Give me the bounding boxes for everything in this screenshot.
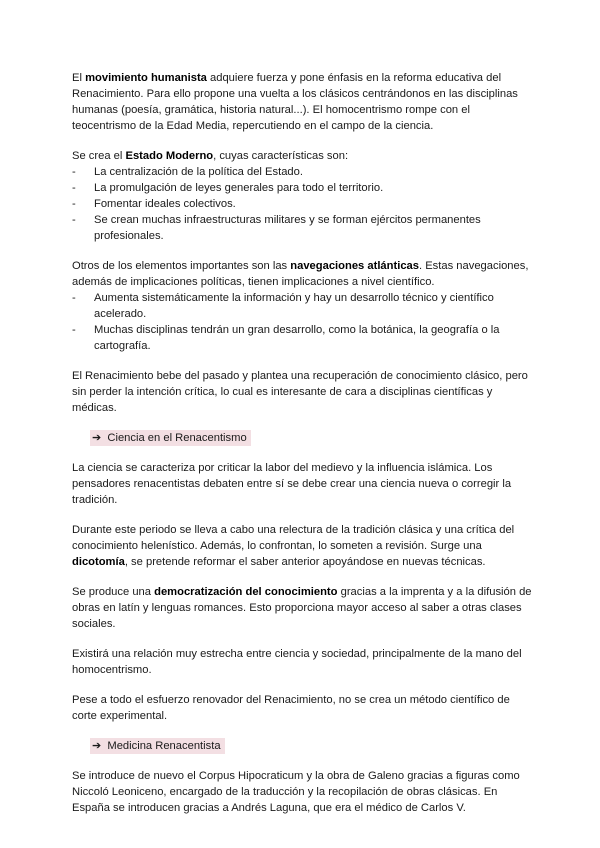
list-item: - La centralización de la política del Estado.: [72, 164, 532, 180]
bold-term: navegaciones atlánticas: [290, 260, 419, 272]
paragraph-metodo: Pese a todo el esfuerzo renovador del Renacimiento, no se crea un método científico de corte experimental.: [72, 694, 510, 722]
bold-term: movimiento humanista: [85, 72, 207, 84]
list-estado-moderno: [72, 164, 532, 244]
text: Durante este periodo se lleva a cabo una relectura de la tradición clásica y una crítica del conocimiento helenístico. Además, lo confrontan, lo someten a revisión. Surge una: [72, 524, 515, 552]
section-heading-ciencia: [90, 430, 532, 446]
paragraph-medicina: Se introduce de nuevo el Corpus Hipocraticum y la obra de Galeno gracias a figuras como Niccoló Leoniceno, encargado de la traducción y la recopilación de obras clásicas. En España se introducen gracias a Andrés Laguna, que era el médico de Carlos V.: [72, 770, 520, 814]
list-navegaciones: [72, 290, 532, 354]
text: , cuyas características son:: [213, 150, 349, 162]
list-item: - Se crean muchas infraestructuras militares y se forman ejércitos permanentes profesionales.: [72, 212, 532, 244]
text: Se produce una: [72, 586, 155, 598]
heading-highlight: [90, 738, 225, 754]
text: . Estas navegaciones, además de implicaciones políticas, tienen implicaciones a nivel científico.: [72, 260, 529, 288]
paragraph-navegaciones: [72, 258, 532, 290]
text: adquiere fuerza y pone énfasis en la reforma educativa del Renacimiento. Para ello propone una vuelta a los clásicos centrándonos en las disciplinas humanas (poesía, gramática, historia natural...). El homocentrismo rompe con el teocentrismo de la Edad Media, repercutiendo en el campo de la ciencia.: [72, 72, 518, 132]
list-item: - Muchas disciplinas tendrán un gran desarrollo, como la botánica, la geografía o la cartografía.: [72, 322, 532, 354]
paragraph-estado-moderno: [72, 148, 532, 164]
list-item: - Fomentar ideales colectivos.: [72, 196, 532, 212]
bold-term: Estado Moderno: [125, 150, 214, 162]
arrow-right-icon: ➔: [92, 432, 102, 444]
bold-term: dicotomía: [72, 556, 125, 568]
text: Se crea el: [72, 150, 126, 162]
paragraph-humanismo: [72, 70, 532, 134]
section-heading-medicina: [90, 738, 532, 754]
heading-text: Medicina Renacentista: [107, 740, 221, 752]
heading-highlight: [90, 430, 251, 446]
list-item: - La promulgación de leyes generales para todo el territorio.: [72, 180, 532, 196]
paragraph-renacimiento-pasado: El Renacimiento bebe del pasado y plantea una recuperación de conocimiento clásico, pero sin perder la intención crítica, lo cual es interesante de cara a disciplinas científicas y médicas.: [72, 370, 528, 414]
list-item: - Aumenta sistemáticamente la información y hay un desarrollo técnico y científico acelerado.: [72, 290, 532, 322]
text: El: [72, 72, 86, 84]
paragraph-dicotomia: [72, 522, 532, 570]
bold-term: democratización del conocimiento: [154, 586, 338, 598]
paragraph-ciencia-critica: La ciencia se caracteriza por criticar la labor del medievo y la influencia islámica. Los pensadores renacentistas debaten entre sí se debe crear una ciencia nueva o corregir la tradición.: [72, 462, 512, 506]
paragraph-democratizacion: [72, 584, 532, 632]
heading-text: Ciencia en el Renacentismo: [107, 432, 247, 444]
paragraph-ciencia-sociedad: Existirá una relación muy estrecha entre ciencia y sociedad, principalmente de la mano del homocentrismo.: [72, 648, 522, 676]
arrow-right-icon: ➔: [92, 740, 102, 752]
text: , se pretende reformar el saber anterior apoyándose en nuevas técnicas.: [124, 556, 486, 568]
document-page: [72, 70, 532, 830]
text: gracias a la imprenta y a la difusión de obras en latín y lenguas romances. Esto proporciona mayor acceso al saber a otras clases sociales.: [72, 586, 532, 630]
text: Otros de los elementos importantes son las: [72, 260, 291, 272]
